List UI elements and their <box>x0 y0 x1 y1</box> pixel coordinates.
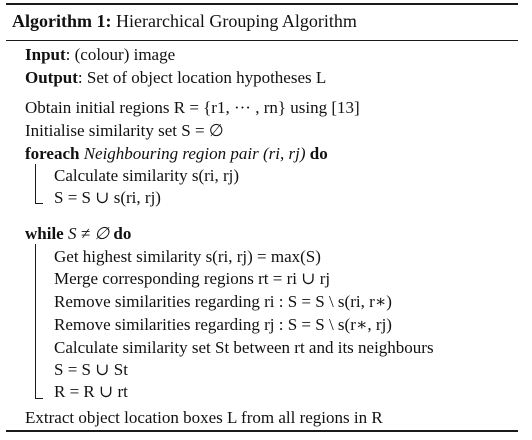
step-get-highest: Get highest similarity s(ri, rj) = max(S) <box>54 247 321 266</box>
top-rule <box>6 3 518 5</box>
step-r-union: R = R ∪ rt <box>54 382 128 401</box>
foreach-condition: Neighbouring region pair (ri, rj) <box>83 144 306 163</box>
header-rule <box>6 40 518 41</box>
step-remove-rj: Remove similarities regarding rj : S = S \ s(r∗, rj) <box>54 315 392 334</box>
step-calc-set: Calculate similarity set St between rt and its neighbours <box>54 338 434 357</box>
foreach-line <box>25 144 328 164</box>
step-merge-regions: Merge corresponding regions rt = ri ∪ rj <box>54 269 331 288</box>
foreach-keyword: foreach <box>25 144 80 163</box>
while-line <box>25 224 131 244</box>
output-key: Output <box>25 68 78 87</box>
while-keyword: while <box>25 224 64 243</box>
output-line <box>25 68 326 88</box>
step-s-union: S = S ∪ St <box>54 360 128 379</box>
output-text: : Set of object location hypotheses L <box>77 68 327 87</box>
algorithm-title: Hierarchical Grouping Algorithm <box>115 11 357 31</box>
step-remove-ri: Remove similarities regarding ri : S = S \ s(ri, r∗) <box>54 292 392 311</box>
step-union-similarity: S = S ∪ s(ri, rj) <box>54 188 161 207</box>
input-text: : (colour) image <box>65 45 176 64</box>
while-do-keyword: do <box>113 224 132 243</box>
while-block-bar <box>35 244 36 399</box>
foreach-block-foot <box>35 203 43 204</box>
input-key: Input <box>25 45 66 64</box>
algorithm-header <box>12 11 357 31</box>
input-line <box>25 45 175 65</box>
while-condition: S ≠ ∅ <box>67 224 110 243</box>
while-block-foot <box>35 398 43 399</box>
step-extract-boxes: Extract object location boxes L from all regions in R <box>25 408 383 427</box>
algorithm-label: Algorithm 1: <box>12 11 112 31</box>
step-calc-similarity: Calculate similarity s(ri, rj) <box>54 166 240 185</box>
step-init-similarity: Initialise similarity set S = ∅ <box>25 121 224 140</box>
foreach-block-bar <box>35 164 36 204</box>
bottom-rule <box>6 430 518 432</box>
foreach-do-keyword: do <box>309 144 328 163</box>
step-obtain-regions: Obtain initial regions R = {r1, ··· , rn} using [13] <box>25 98 360 117</box>
